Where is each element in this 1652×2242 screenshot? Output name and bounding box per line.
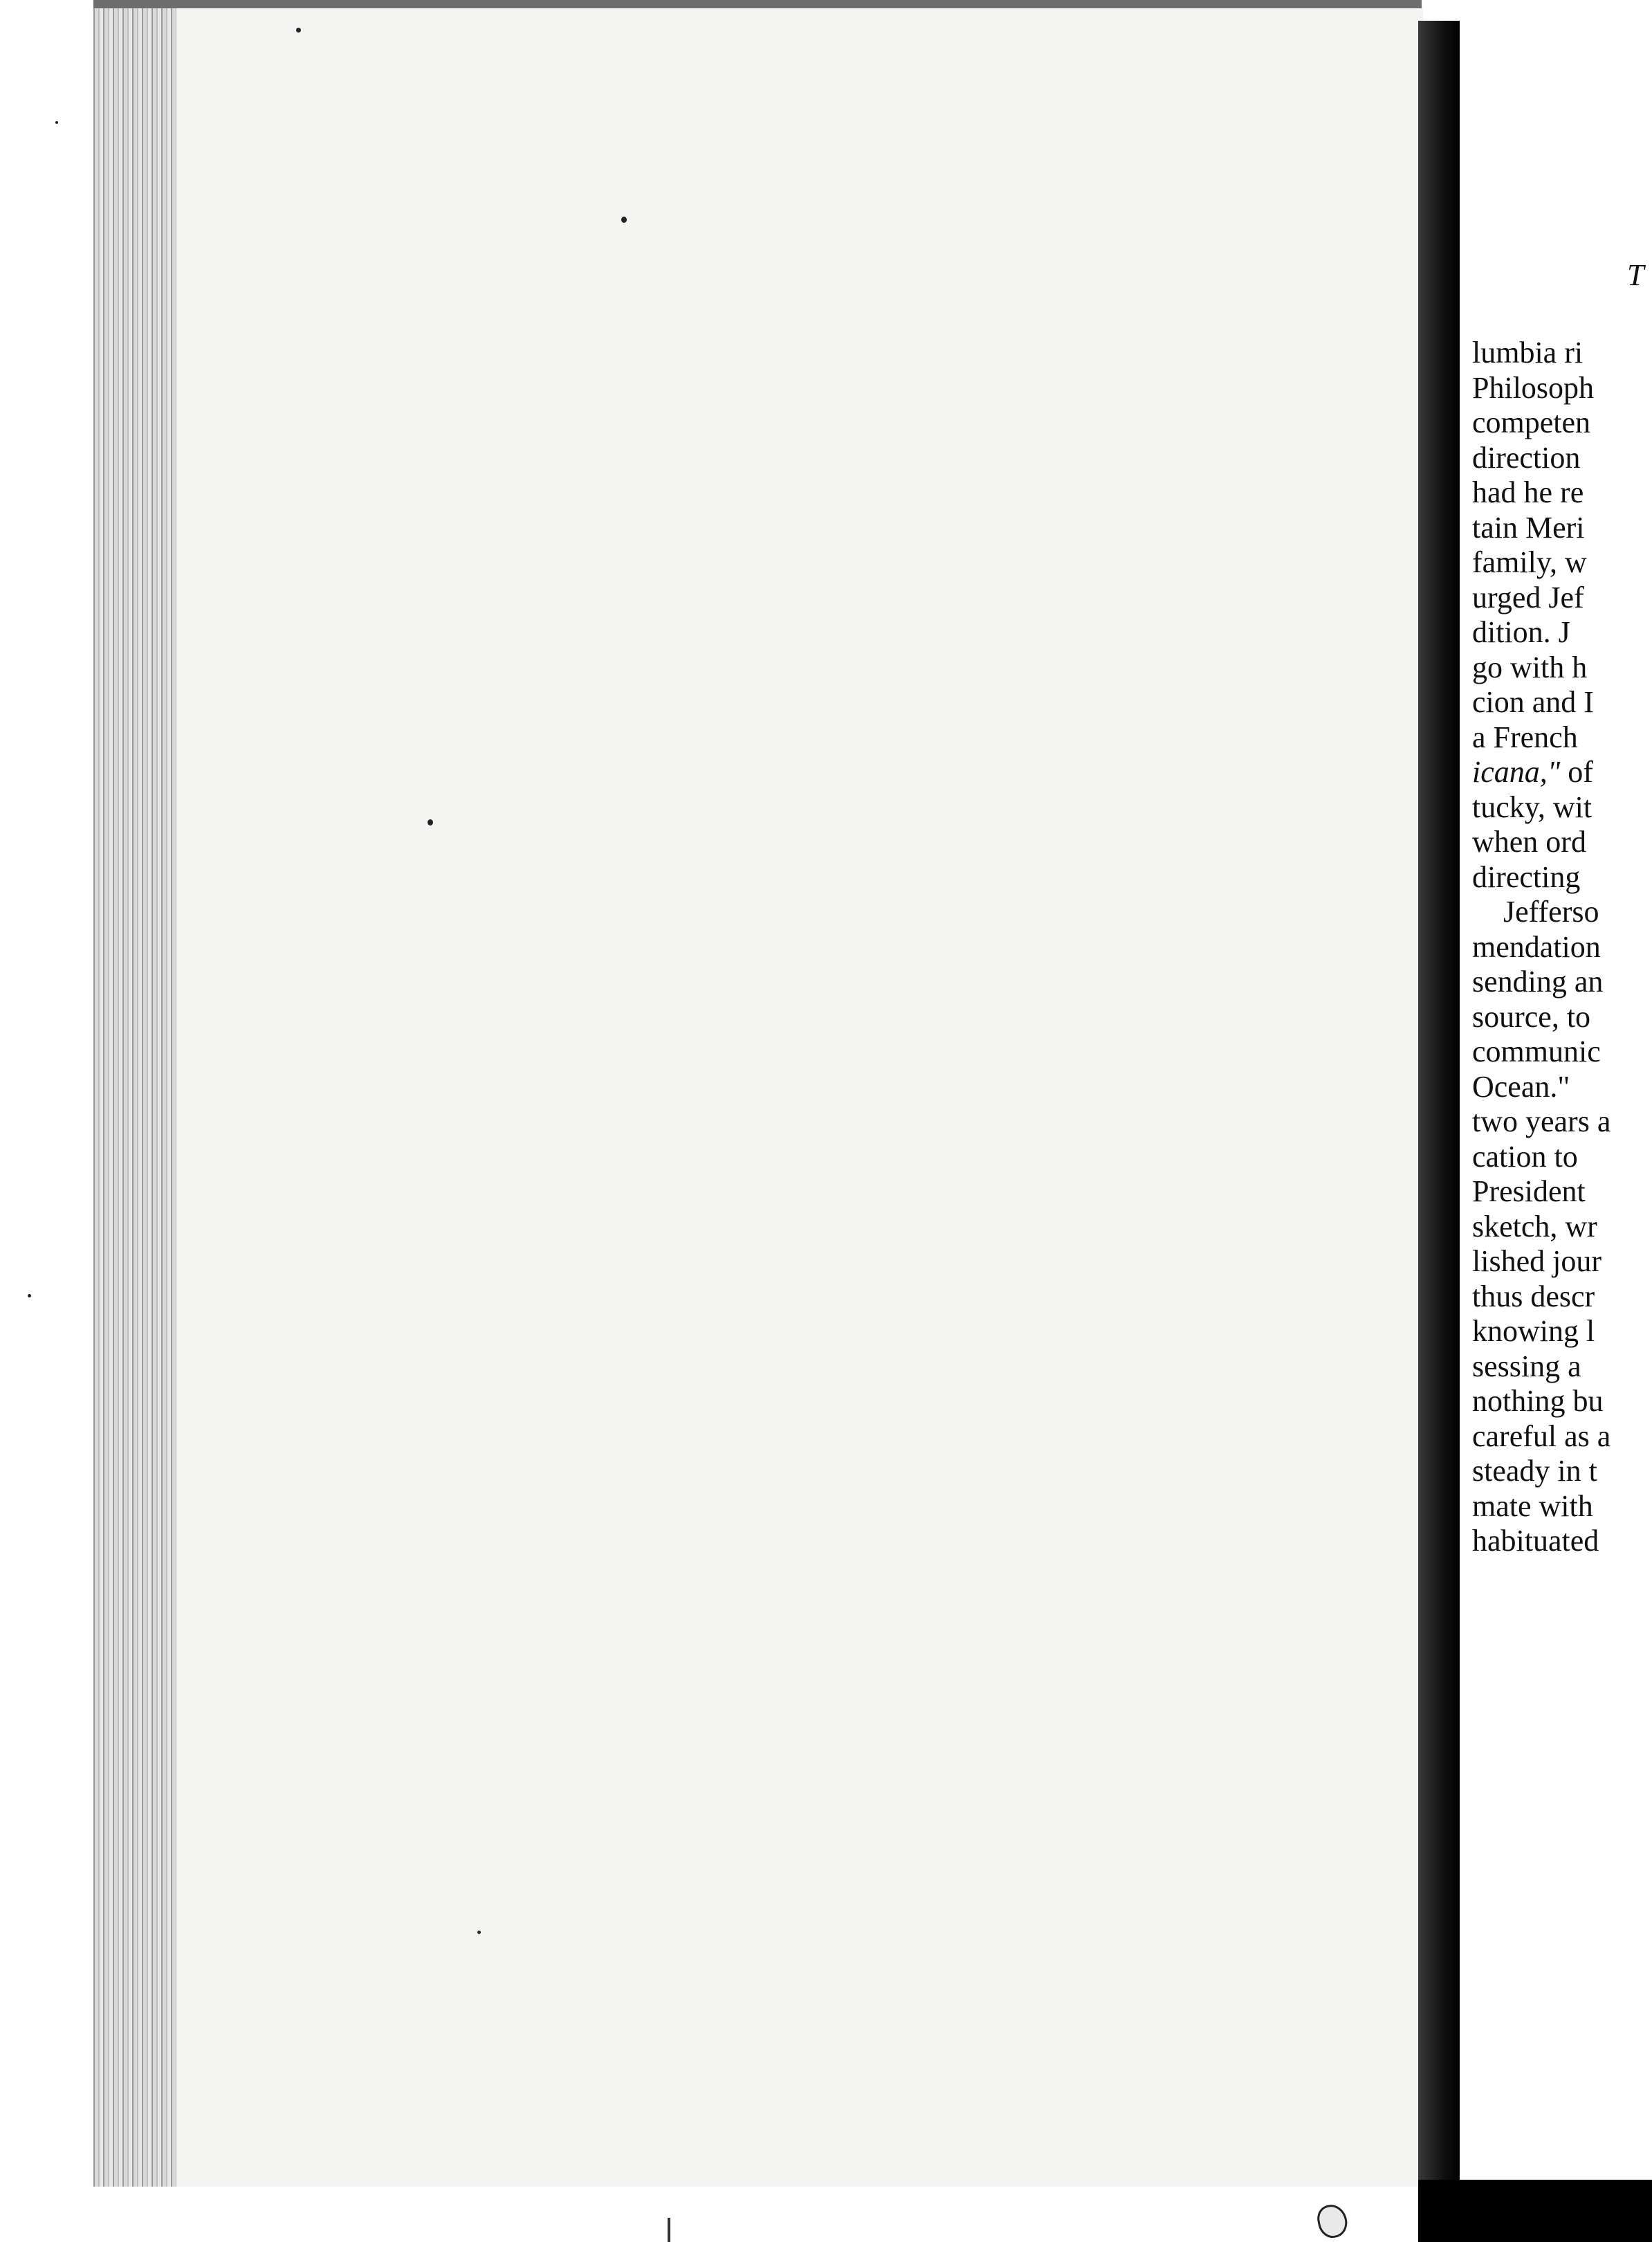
text-line: direction [1472,440,1581,475]
text-line: nothing bu [1472,1384,1604,1418]
speck [28,1294,31,1297]
text-line: steady in t [1472,1454,1597,1488]
text-line: Jefferso [1503,895,1599,929]
blank-left-page [93,7,1423,2187]
speck [55,121,58,124]
text-line: sending an [1472,965,1604,999]
text-line: habituated [1472,1524,1599,1558]
text-line: mate with [1472,1488,1593,1523]
speck [428,819,433,826]
text-line: thus descr [1472,1279,1595,1313]
italic-fragment: icana," [1472,755,1561,789]
text-line: lumbia ri [1472,336,1584,370]
page-body-text [1472,336,1652,1559]
running-head: T [1627,258,1644,292]
text-line: Ocean." [1472,1069,1570,1104]
scan-mark [668,2218,670,2242]
book-spine-shadow [1418,21,1460,2180]
text-line: competen [1472,405,1591,439]
text-line: Philosoph [1472,370,1595,405]
text-line: cion and I [1472,685,1594,719]
text-line: family, w [1472,545,1587,579]
speck [296,28,301,33]
speck [621,217,627,223]
text-line: cation to [1472,1139,1578,1174]
text-line: President [1472,1174,1586,1208]
scan-left-margin [0,0,93,2242]
text-line: sessing a [1472,1349,1581,1383]
text-line [1472,755,1652,790]
page-stack-edges [93,7,176,2187]
top-edge-band [93,0,1422,8]
speck [477,1931,481,1934]
text-line: sketch, wr [1472,1209,1597,1243]
text-line: had he re [1472,475,1584,509]
text-line: dition. J [1472,615,1570,649]
text-line: careful as a [1472,1419,1611,1453]
text-line: tain Meri [1472,510,1585,545]
text-line: lished jour [1472,1244,1601,1278]
text-line: tucky, wit [1472,790,1593,824]
text-line: directing [1472,859,1581,894]
text-line: go with h [1472,650,1588,684]
text-line: knowing l [1472,1314,1595,1348]
bottom-margin [93,2187,1418,2242]
text-line: source, to [1472,999,1591,1034]
text-line: mendation [1472,929,1601,964]
text-line: urged Jef [1472,580,1584,614]
bottom-right-shadow [1418,2180,1652,2242]
text-fragment: of [1560,755,1593,789]
text-line: when ord [1472,825,1586,859]
text-line: a French [1472,720,1578,754]
text-line: communic [1472,1035,1601,1068]
text-line: two years a [1472,1104,1611,1138]
